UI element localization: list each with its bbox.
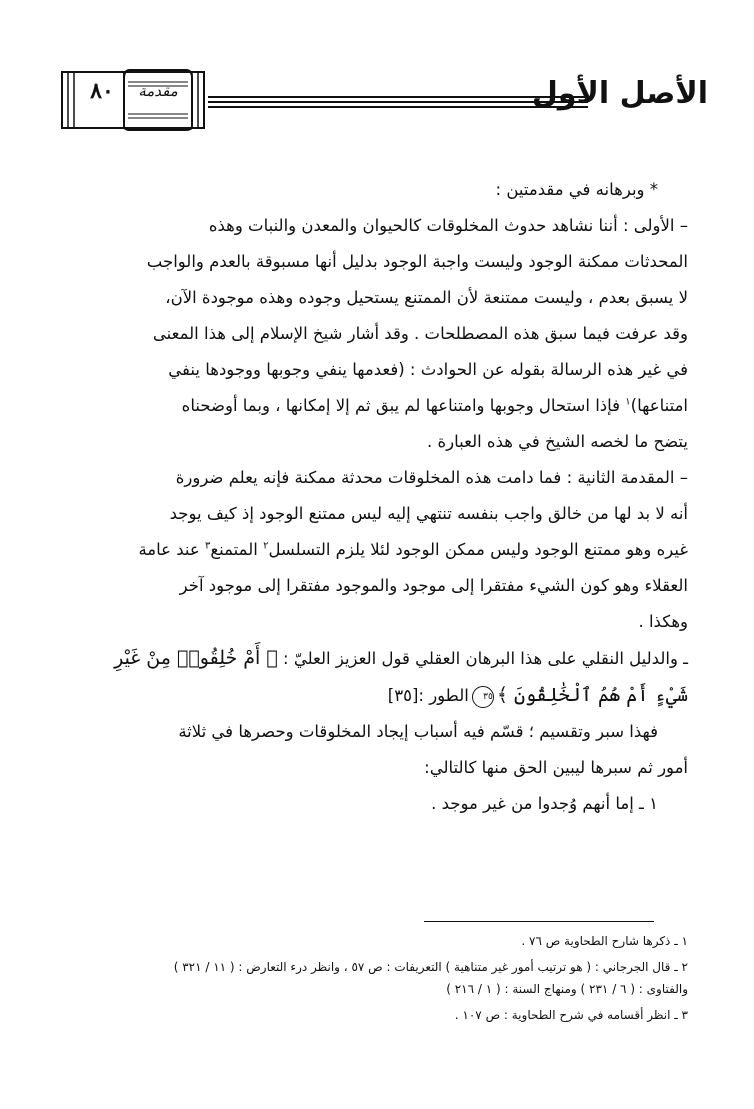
text-line: – الأولى : أننا نشاهد حدوث المخلوقات كالحيوان والمعدن والنبات وهذه: [208, 216, 688, 235]
text-line: ـ والدليل النقلي على هذا البرهان العقلي قول العزيز العليّ : ﴿ أَمْ خُلِقُوا۟ مِنْ غَيْرِ: [114, 647, 688, 669]
text-line: في غير هذه الرسالة بقوله عن الحوادث : (فعدمها ينفي وجوبها ووجودها ينفي: [168, 360, 688, 379]
footnotes: [66, 930, 688, 1030]
text-line: أنه لا بد لها من خالق واجب بنفسه تنتهي إليه ليس ممتنع الوجود إذ كيف يوجد: [169, 504, 688, 523]
quran-verse: ﴿ أَمْ خُلِقُوا۟ مِنْ غَيْرِ: [114, 647, 278, 669]
text-line: غيره وهو ممتنع الوجود وليس ممكن الوجود لئلا يلزم التسلسل$^٢$ المتمنع$^٣$ عند عامة: [138, 540, 688, 559]
footnote: ١ ـ ذكرها شارح الطحاوية ص ٧٦ .: [521, 934, 688, 948]
body-text: [66, 172, 688, 822]
text-line: امتناعها)$^١$ فإذا استحال وجوبها وامتناعها لم يبق ثم إلا إمكانها ، وبما أوضحناه: [181, 396, 688, 415]
text-line: العقلاء وهو كون الشيء مفتقرا إلى موجود والموجود مفتقرا إلى موجود آخر: [179, 576, 688, 595]
quran-verse: شَيْءٍ أَمْ هُمُ ٱلْخَٰلِقُونَ ﴾: [496, 684, 688, 706]
page-number: ٨٠: [90, 78, 114, 104]
footnote: ٣ ـ انظر أقسامه في شرح الطحاوية : ص ١٠٧ .: [454, 1008, 688, 1022]
text-line: لا يسبق بعدم ، وليست ممتنعة لأن الممتنع يستحيل وجوده وهذه موجودة الآن،: [165, 288, 688, 307]
chapter-title: الأصل الأول: [531, 76, 708, 111]
page-header: [58, 66, 708, 134]
text-line: فهذا سبر وتقسيم ؛ قسّم فيه أسباب إيجاد المخلوقات وحصرها في ثلاثة: [178, 722, 658, 741]
text-line: [66, 677, 688, 714]
open-book-icon: [58, 68, 208, 132]
text-line: * وبرهانه في مقدمتين :: [495, 180, 658, 199]
footnote-ref: ١: [625, 396, 631, 408]
footnote-separator: [424, 921, 654, 922]
footnote: ٢ ـ قال الجرجاني : ( هو ترتيب أمور غير متناهية ) التعريفات : ص ٥٧ ، وانظر درء التعارض : ( ١١ / ٣٢١ ) والفتاوى : ( ٦ / ٢٣١ ) ومنهاج السنة : ( ١ / ٢١٦ ): [173, 960, 688, 996]
footnote-ref: ٣: [205, 540, 211, 552]
text-line: ١ ـ إما أنهم وُجدوا من غير موجد .: [431, 794, 658, 813]
text-line: وهكذا .: [638, 612, 688, 631]
text-line: المحدثات ممكنة الوجود وليست واجبة الوجود بدليل أنها مسبوقة بالعدم والواجب: [146, 252, 688, 271]
footnote-ref: ٢: [263, 540, 269, 552]
text-line: أمور ثم سبرها ليبين الحق منها كالتالي:: [424, 758, 688, 777]
ayah-number-icon: ٣٥: [472, 686, 494, 708]
text-line: – المقدمة الثانية : فما دامت هذه المخلوقات محدثة ممكنة فإنه يعلم ضرورة: [175, 468, 688, 487]
verse-citation: الطور :[٣٥]: [387, 686, 469, 705]
text-line: يتضح ما لخصه الشيخ في هذه العبارة .: [427, 432, 688, 451]
text-line: وقد عرفت فيما سبق هذه المصطلحات . وقد أشار شيخ الإسلام إلى هذا المعنى: [152, 324, 688, 343]
section-badge: مقدمة: [138, 82, 178, 100]
